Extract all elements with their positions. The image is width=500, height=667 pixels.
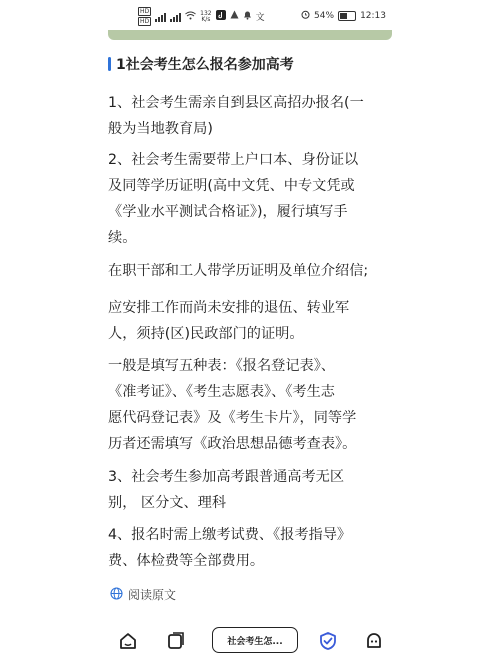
shield-icon <box>318 631 338 651</box>
tiktok-icon <box>216 10 226 23</box>
section-title-text: 1社会考生怎么报名参加高考 <box>116 57 294 73</box>
paragraph-2 <box>108 147 392 251</box>
paragraph-4 <box>108 295 392 347</box>
paragraph-3 <box>108 258 392 284</box>
paragraph-line: 《学业水平测试合格证》)，履行填写手 <box>108 204 348 220</box>
status-bar <box>108 0 392 30</box>
bell-icon <box>243 10 252 23</box>
alert-icon <box>230 10 239 23</box>
tabs-icon <box>166 631 186 651</box>
speed-unit: K/s <box>201 15 211 23</box>
read-original-label: 阅读原文 <box>128 588 177 602</box>
robot-face-icon <box>364 631 384 651</box>
battery-icon <box>338 11 356 21</box>
paragraph-line: 费、体检费等全部费用。 <box>108 553 265 569</box>
paragraph-5 <box>108 353 392 457</box>
battery-percent: 54% <box>314 11 335 21</box>
signal-bars-2-icon <box>170 12 181 22</box>
paragraph-line: 及同等学历证明(高中文凭、中专文凭或 <box>108 178 355 194</box>
status-left <box>138 7 265 26</box>
paragraph-line: 1、社会考生需亲自到县区高招办报名(一 <box>108 95 364 111</box>
tabs-nav-button[interactable] <box>166 631 186 651</box>
paragraph-line: 4、报名时需上缴考试费、《报考指导》 <box>108 527 352 543</box>
hd-badge: HD <box>140 8 150 15</box>
paragraph-line: 愿代码登记表》及《考生卡片》，同等学 <box>108 410 357 426</box>
signal-group-1 <box>138 7 151 26</box>
paragraph-line: 历者还需填写《政治思想品德考查表》。 <box>108 436 357 452</box>
paragraph-line: 续。 <box>108 230 137 246</box>
paragraph-line: 《准考证》、《考生志愿表》、《考生志 <box>108 384 335 400</box>
alarm-icon <box>301 10 310 22</box>
home-icon <box>118 631 138 651</box>
paragraph-line: 2、社会考生需要带上户口本、身份证以 <box>108 152 359 168</box>
assistant-nav-button[interactable] <box>364 631 384 651</box>
paragraph-line: 一般是填写五种表：《报名登记表》、 <box>108 358 335 374</box>
network-speed <box>200 11 211 23</box>
phone-screen <box>108 0 392 667</box>
section-title <box>108 54 294 74</box>
globe-icon <box>110 587 123 603</box>
status-right <box>301 10 386 22</box>
shield-nav-button[interactable] <box>318 631 338 651</box>
signal-bars-icon <box>155 12 166 22</box>
paragraph-7 <box>108 522 392 574</box>
speed-value: 132 <box>200 9 212 17</box>
paragraph-line: 般为当地教育局) <box>108 121 213 137</box>
banner-strip <box>108 30 392 40</box>
paragraph-line: 人，须持(区)民政部门的证明。 <box>108 326 304 342</box>
frame-right <box>392 0 500 667</box>
title-accent-bar <box>108 57 111 71</box>
translate-icon: 文 <box>255 13 265 23</box>
frame-left <box>0 0 108 667</box>
bottom-nav <box>108 619 392 667</box>
paragraph-line: 3、社会考生参加高考跟普通高考无区 <box>108 469 345 485</box>
paragraph-line: 别， 区分文、理科 <box>108 495 227 511</box>
paragraph-1 <box>108 90 392 142</box>
hd-badge-2: HD <box>140 18 150 25</box>
paragraph-line: 应安排工作而尚未安排的退伍、转业军 <box>108 300 350 316</box>
paragraph-6 <box>108 464 392 516</box>
clock: 12:13 <box>360 11 386 21</box>
home-nav-button[interactable] <box>118 631 138 651</box>
current-tab-pill[interactable]: 社会考生怎... <box>212 627 298 653</box>
wifi-icon <box>185 11 196 23</box>
paragraph-line: 在职干部和工人带学历证明及单位介绍信; <box>108 263 369 279</box>
read-original-link[interactable] <box>110 586 176 603</box>
